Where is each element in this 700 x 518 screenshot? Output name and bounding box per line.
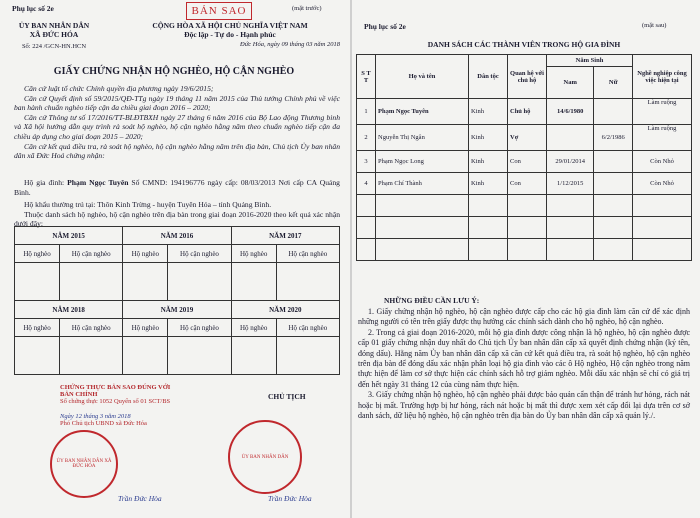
household-id-info: Số CMND: 194196776 ngày cấp: 08/03/2013 Nơi cấp CA Quảng Bình. bbox=[14, 178, 340, 197]
notes-title: NHỮNG ĐIỀU CẦN LƯU Ý: bbox=[384, 296, 480, 305]
member-list-title: DANH SÁCH CÁC THÀNH VIÊN TRONG HỘ GIA ĐÌNH bbox=[427, 40, 621, 49]
poor-label-2015: Hộ nghèo bbox=[15, 245, 60, 263]
near-poor-label-2018: Hộ cận nghèo bbox=[60, 319, 123, 337]
col-stt: S T T bbox=[357, 55, 376, 99]
appendix-label-back: Phụ lục số 2e bbox=[364, 22, 406, 31]
household-label: Hộ gia đình: bbox=[24, 178, 68, 187]
member-name: Nguyễn Thị Ngân bbox=[376, 125, 469, 151]
member-birth-female bbox=[594, 99, 633, 125]
col-male: Nam bbox=[547, 67, 594, 99]
member-job: Làm ruộng bbox=[633, 99, 692, 125]
household-head-name: Phạm Ngọc Tuyên bbox=[67, 178, 129, 187]
member-birth-female bbox=[594, 151, 633, 173]
national-header bbox=[112, 21, 348, 48]
stamp-cell bbox=[231, 337, 276, 375]
member-relation: Con bbox=[508, 173, 547, 195]
stamp-cell bbox=[60, 263, 123, 301]
certificate-back-page bbox=[352, 0, 700, 518]
stamp-cell bbox=[15, 337, 60, 375]
cert-stamp-line-3: Ngày 12 tháng 3 năm 2018 bbox=[60, 413, 131, 420]
document-number: Số: 224 /GCN-HN.HCN bbox=[21, 43, 87, 50]
member-stt: 2 bbox=[357, 125, 376, 151]
household-members-table bbox=[356, 54, 692, 261]
member-job: Còn Nhỏ bbox=[633, 151, 692, 173]
notes-section bbox=[358, 296, 690, 421]
member-job: Làm ruộng bbox=[633, 125, 692, 151]
stamp-cell bbox=[276, 337, 339, 375]
chairman-signer-name: Trần Đức Hòa bbox=[268, 494, 312, 503]
poor-label-2020: Hộ nghèo bbox=[231, 319, 276, 337]
seal2-text: ỦY BAN NHÂN DÂN bbox=[241, 454, 289, 460]
legal-basis bbox=[14, 84, 340, 161]
table-row bbox=[357, 125, 692, 151]
list-note: Thuộc danh sách hộ nghèo, hộ cận nghèo trên địa bàn trong giai đoạn 2016-2020 theo kết quả xác nhận dưới đây: bbox=[14, 209, 340, 229]
member-birth-male: 1/12/2015 bbox=[547, 173, 594, 195]
stamp-cell bbox=[123, 263, 168, 301]
certificate-title: GIẤY CHỨNG NHẬN HỘ NGHÈO, HỘ CẬN NGHÈO bbox=[53, 66, 295, 77]
back-side-note: (mặt sau) bbox=[642, 22, 667, 29]
national-motto: Độc lập - Tự do - Hạnh phúc bbox=[184, 30, 276, 39]
table-row bbox=[357, 99, 692, 125]
issuing-authority bbox=[4, 21, 104, 50]
member-birth-male: 14/6/1980 bbox=[547, 99, 594, 125]
member-name: Phạm Ngọc Long bbox=[376, 151, 469, 173]
year-2018: NĂM 2018 bbox=[15, 301, 123, 319]
member-stt: 1 bbox=[357, 99, 376, 125]
legal-basis-1: Căn cứ luật tổ chức Chính quyền địa phương ngày 19/6/2015; bbox=[24, 84, 214, 93]
col-job: Nghề nghiệp công việc hiện tại bbox=[633, 55, 692, 99]
year-2015: NĂM 2015 bbox=[15, 227, 123, 245]
stamp-cell bbox=[15, 263, 60, 301]
legal-basis-4: Căn cứ kết quả điều tra, rà soát hộ nghèo, hộ cận nghèo hằng năm trên địa bàn, Chủ tịch Ủy ban nhân dân xã Đức Hoá chứng nhận: bbox=[14, 141, 340, 161]
copy-signer-name: Trần Đức Hòa bbox=[118, 494, 162, 503]
authority-line-2: XÃ ĐỨC HÓA bbox=[29, 30, 79, 39]
stamp-cell bbox=[60, 337, 123, 375]
near-poor-label-2015: Hộ cận nghèo bbox=[60, 245, 123, 263]
nation-name: CỘNG HÒA XÃ HỘI CHỦ NGHĨA VIỆT NAM bbox=[152, 21, 308, 30]
chairman-title: CHỦ TỊCH bbox=[268, 392, 306, 401]
member-name: Phạm Ngọc Tuyên bbox=[376, 99, 469, 125]
member-birth-male: 29/01/2014 bbox=[547, 151, 594, 173]
near-poor-label-2017: Hộ cận nghèo bbox=[276, 245, 339, 263]
legal-basis-3: Căn cứ Thông tư số 17/2016/TT-BLĐTBXH ngày 27 tháng 6 năm 2016 của Bộ Lao động Thương binh và Xã hội hướng dẫn quy trình rà soát hộ nghèo, hộ cận nghèo hằng năm theo chuẩn nghèo tiếp cận đa chiều áp dụng cho giai đoạn 2015 – 2020; bbox=[14, 112, 340, 141]
near-poor-label-2016: Hộ cận nghèo bbox=[168, 245, 231, 263]
note-3: 3. Giấy chứng nhận hộ nghèo, hộ cận nghèo phải được bảo quản cẩn thận để tránh hư hỏng, rách nát hoặc bị mất. Trường hợp bị hư hỏng, rách nát hoặc bị mất thì được xem xét cấp đổi lại dựa trên cơ sở danh sách, dữ liệu hộ nghèo, hộ cận nghèo trên địa bàn do Ủy ban nhân dân cấp xã quản lý./. bbox=[358, 390, 690, 421]
member-ethnic: Kinh bbox=[469, 151, 508, 173]
appendix-label: Phụ lục số 2e bbox=[12, 4, 54, 13]
poor-label-2016: Hộ nghèo bbox=[123, 245, 168, 263]
poor-label-2019: Hộ nghèo bbox=[123, 319, 168, 337]
table-row bbox=[357, 173, 692, 195]
year-2016: NĂM 2016 bbox=[123, 227, 231, 245]
authority-line-1: ỦY BAN NHÂN DÂN bbox=[18, 21, 90, 30]
poor-label-2017: Hộ nghèo bbox=[231, 245, 276, 263]
front-side-note: (mặt trước) bbox=[292, 5, 322, 12]
note-1: 1. Giấy chứng nhận hộ nghèo, hộ cận nghèo được cấp cho các hộ gia đình làm căn cứ để xác định những người có tên trên giấy được thụ hưởng các chính sách dành cho hộ nghèo, hộ cận nghèo. bbox=[358, 307, 690, 327]
col-birth-year: Năm Sinh bbox=[547, 55, 633, 67]
member-birth-male bbox=[547, 125, 594, 151]
member-stt: 4 bbox=[357, 173, 376, 195]
cert-stamp-line-2: Số chứng thực 1052 Quyển số 01 SCT/BS bbox=[60, 398, 171, 405]
note-2: 2. Trong cả giai đoạn 2016-2020, mỗi hộ gia đình được công nhận là hộ nghèo, hộ cận nghèo được cấp 01 giấy chứng nhận duy nhất do Chủ tịch Ủy ban nhân dân cấp xã quyết định chứng nhận (ký tên, đóng dấu). Hằng năm Ủy ban nhân dân cấp xã căn cứ kết quả điều tra, rà soát hộ nghèo, hộ cận nghèo trên địa bàn để đóng dấu xác nhận phân loại hộ gia đình vào các ô Hộ nghèo, Hộ cận nghèo trong năm thực hiện để làm cơ sở thực hiện các chính sách hỗ trợ giảm nghèo. Mỗi dấu xác nhận sẽ chỉ có giá trị đến hết ngày 31 tháng 12 của cùng năm thực hiện. bbox=[358, 327, 690, 389]
member-birth-female bbox=[594, 173, 633, 195]
member-relation: Chủ hộ bbox=[508, 99, 547, 125]
member-relation: Vợ bbox=[508, 125, 547, 151]
col-relation: Quan hệ với chủ hộ bbox=[508, 55, 547, 99]
near-poor-label-2019: Hộ cận nghèo bbox=[168, 319, 231, 337]
commune-seal bbox=[50, 430, 118, 498]
stamp-cell bbox=[231, 263, 276, 301]
chairman-seal bbox=[228, 420, 302, 494]
stamp-cell bbox=[168, 263, 231, 301]
household-info bbox=[14, 178, 340, 229]
table-row bbox=[357, 239, 692, 261]
member-name: Phạm Chí Thành bbox=[376, 173, 469, 195]
near-poor-label-2020: Hộ cận nghèo bbox=[276, 319, 339, 337]
member-ethnic: Kinh bbox=[469, 99, 508, 125]
copy-stamp: BẢN SAO bbox=[186, 2, 252, 20]
yearly-status-table bbox=[14, 226, 340, 375]
legal-basis-2: Căn cứ Quyết định số 59/2015/QĐ-TTg ngày 19 tháng 11 năm 2015 của Thủ tướng Chính phủ về việc ban hành chuẩn nghèo tiếp cận đa chiều giai đoạn 2016 – 2020; bbox=[14, 93, 340, 113]
member-relation: Con bbox=[508, 151, 547, 173]
member-stt: 3 bbox=[357, 151, 376, 173]
table-row bbox=[357, 151, 692, 173]
stamp-cell bbox=[276, 263, 339, 301]
certified-copy-stamp bbox=[60, 384, 180, 427]
col-female: Nữ bbox=[594, 67, 633, 99]
member-ethnic: Kinh bbox=[469, 173, 508, 195]
poor-label-2018: Hộ nghèo bbox=[15, 319, 60, 337]
table-row bbox=[357, 195, 692, 217]
col-name: Họ và tên bbox=[376, 55, 469, 99]
seal-text: ỦY BAN NHÂN DÂN XÃ ĐỨC HÓA bbox=[56, 459, 112, 469]
stamp-cell bbox=[168, 337, 231, 375]
stamp-cell bbox=[123, 337, 168, 375]
household-address: Hộ khẩu thường trú tại: Thôn Kinh Trừng - huyện Tuyên Hóa – tỉnh Quảng Bình. bbox=[24, 200, 272, 210]
col-ethnic: Dân tộc bbox=[469, 55, 508, 99]
member-ethnic: Kinh bbox=[469, 125, 508, 151]
cert-stamp-line-1: CHỨNG THỰC BẢN SAO ĐÚNG VỚI BẢN CHÍNH bbox=[60, 384, 171, 398]
year-2017: NĂM 2017 bbox=[231, 227, 339, 245]
issue-date: Đức Hóa, ngày 09 tháng 03 năm 2018 bbox=[240, 41, 340, 48]
member-birth-female: 6/2/1986 bbox=[594, 125, 633, 151]
table-row bbox=[357, 217, 692, 239]
year-2020: NĂM 2020 bbox=[231, 301, 339, 319]
member-job: Còn Nhỏ bbox=[633, 173, 692, 195]
year-2019: NĂM 2019 bbox=[123, 301, 231, 319]
cert-stamp-line-4: Phó Chủ tịch UBND xã Đức Hóa bbox=[60, 420, 147, 427]
